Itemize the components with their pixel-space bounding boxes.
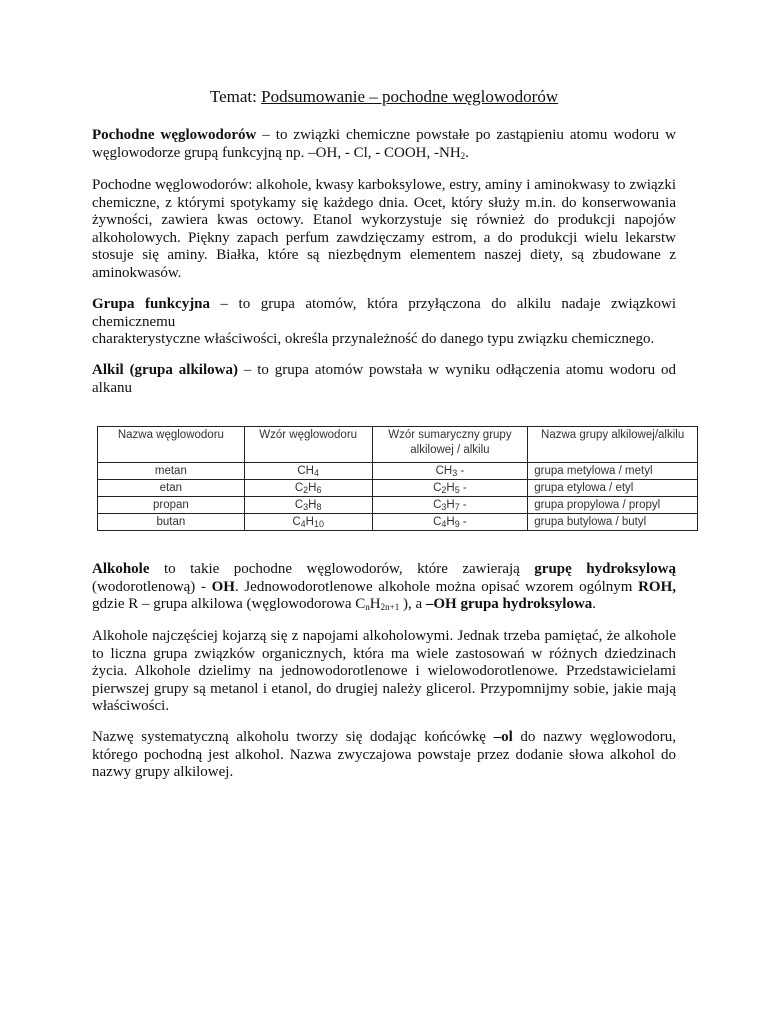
paragraph-alcohols: Alkohole to takie pochodne węglowodorów, które zawierają grupę hydroksylową (wodorotlenową) - OH. Jednowodorotlenowe alkohole można opisać wzorem ogólnym ROH, gdzie R – grupa alkilowa (węglowodorowa $C_nH_{2n+1}$ ), a –OH grupa hydroksylowa. xyxy=(92,561,677,613)
paragraph-examples xyxy=(92,177,676,283)
hydrocarbon-formula: $CH_4$ xyxy=(244,463,372,480)
header-hydrocarbon-name: Nazwa węglowodoru xyxy=(98,427,245,463)
alkyl-name: grupa metylowa / metyl xyxy=(528,463,698,480)
alkyl-formula: $C_2H_5$ - xyxy=(372,480,528,497)
functional-group-text: – to grupa atomów, która przyłączona do alkilu nadaje związkowi chemicznemu xyxy=(92,296,676,330)
table-row xyxy=(98,480,698,497)
examples-text: Pochodne węglowodorów: alkohole, kwasy karboksylowe, estry, aminy i aminokwasy to związki chemiczne, z którymi spotykamy się każdego dnia. Ocet, który służy m.in. do konserwowania żywności, zawiera kwas octowy. Etanol wykorzystuje się również do produkcji napojów alkoholowych. Piękny zapach perfum zawdzięczamy estrom, a do produkcji wielu lekarstw stosuje się aminy. Białka, które są niezbędnym elementem naszej diety, są zbudowane z aminokwasów. xyxy=(92,177,676,281)
paragraph-definition xyxy=(92,127,676,162)
title-prefix: Temat: xyxy=(209,87,262,106)
term-ol-suffix: –ol xyxy=(493,729,513,745)
alkyl-name: grupa etylowa / etyl xyxy=(528,480,698,497)
functional-group-text-2: charakterystyczne właściwości, określa przynależność do danego typu związku chemicznego. xyxy=(92,331,655,348)
table-row xyxy=(98,514,698,531)
term-hydroxyl-group: grupę hydroksylową xyxy=(534,561,676,577)
term-pochodne: Pochodne węglowodorów xyxy=(92,127,257,143)
hydrocarbon-formula: $C_2H_6$ xyxy=(244,480,372,497)
term-grupa-funkcyjna: Grupa funkcyjna xyxy=(92,296,211,312)
definition-end: . xyxy=(465,144,469,161)
term-alkohole: Alkohole xyxy=(92,561,150,577)
table-row xyxy=(98,497,698,514)
paragraph-naming: Nazwę systematyczną alkoholu tworzy się dodając końcówkę –ol do nazwy węglowodoru, którego pochodną jest alkohol. Nazwa zwyczajowa powstaje przez dodanie słowa alkohol do nazwy grupy alkilowej. xyxy=(92,729,677,781)
alkyl-name: grupa propylowa / propyl xyxy=(528,497,698,514)
hydrocarbon-formula: $C_3H_8$ xyxy=(244,497,372,514)
subscript: 2 xyxy=(460,150,466,161)
hydrocarbon-formula: $C_4H_{10}$ xyxy=(244,514,372,531)
title-topic: Podsumowanie – pochodne węglowodorów xyxy=(261,87,559,106)
header-alkyl-name: Nazwa grupy alkilowej/alkilu xyxy=(528,427,698,463)
alkyl-formula: $C_4H_9$ - xyxy=(372,514,528,531)
hydrocarbon-name: metan xyxy=(98,463,245,480)
hydrocarbon-name: butan xyxy=(98,514,245,531)
term-oh: OH xyxy=(211,578,235,595)
alkyl-text: – to grupa atomów powstała w wyniku odłączenia atomu wodoru od alkanu xyxy=(92,362,676,396)
paragraph-alkyl xyxy=(92,362,676,397)
alkyl-table xyxy=(97,426,698,531)
alkyl-name: grupa butylowa / butyl xyxy=(528,514,698,531)
term-oh-hydroxyl: –OH grupa hydroksylowa xyxy=(425,596,593,613)
header-hydrocarbon-formula: Wzór węglowodoru xyxy=(244,427,372,463)
table-header-row xyxy=(98,427,698,463)
alcohol-uses-text: Alkohole najczęściej kojarzą się z napojami alkoholowymi. Jednak trzeba pamiętać, że alkohole to liczna grupa związków organicznych, która ma wiele zastosowań w różnych dziedzinach życia. Alkohole dzielimy na jednowodorotlenowe i wielowodorotlenowe. Przedstawicielami pierwszej grupy są metanol i etanol, do drugiej należy glicerol. Przypomnijmy sobie, jakie mają właściwości. xyxy=(92,628,676,715)
alkyl-formula: $CH_3$ - xyxy=(372,463,528,480)
term-alkil: Alkil (grupa alkilowa) xyxy=(92,362,238,378)
alkyl-formula: $C_3H_7$ - xyxy=(372,497,528,514)
header-alkyl-formula: Wzór sumaryczny grupy alkilowej / alkilu xyxy=(372,427,528,463)
table-row xyxy=(98,463,698,480)
definition-text: – to związki chemiczne powstałe po zastąpieniu atomu wodoru w węglowodorze grupą funkcyjną np. –OH, - Cl, - COOH, -NH xyxy=(92,127,676,161)
page-title xyxy=(0,88,768,106)
paragraph-functional-group xyxy=(92,296,676,349)
hydrocarbon-name: propan xyxy=(98,497,245,514)
term-roh: ROH, xyxy=(638,578,677,595)
paragraph-alcohol-uses xyxy=(92,628,676,716)
hydrocarbon-name: etan xyxy=(98,480,245,497)
